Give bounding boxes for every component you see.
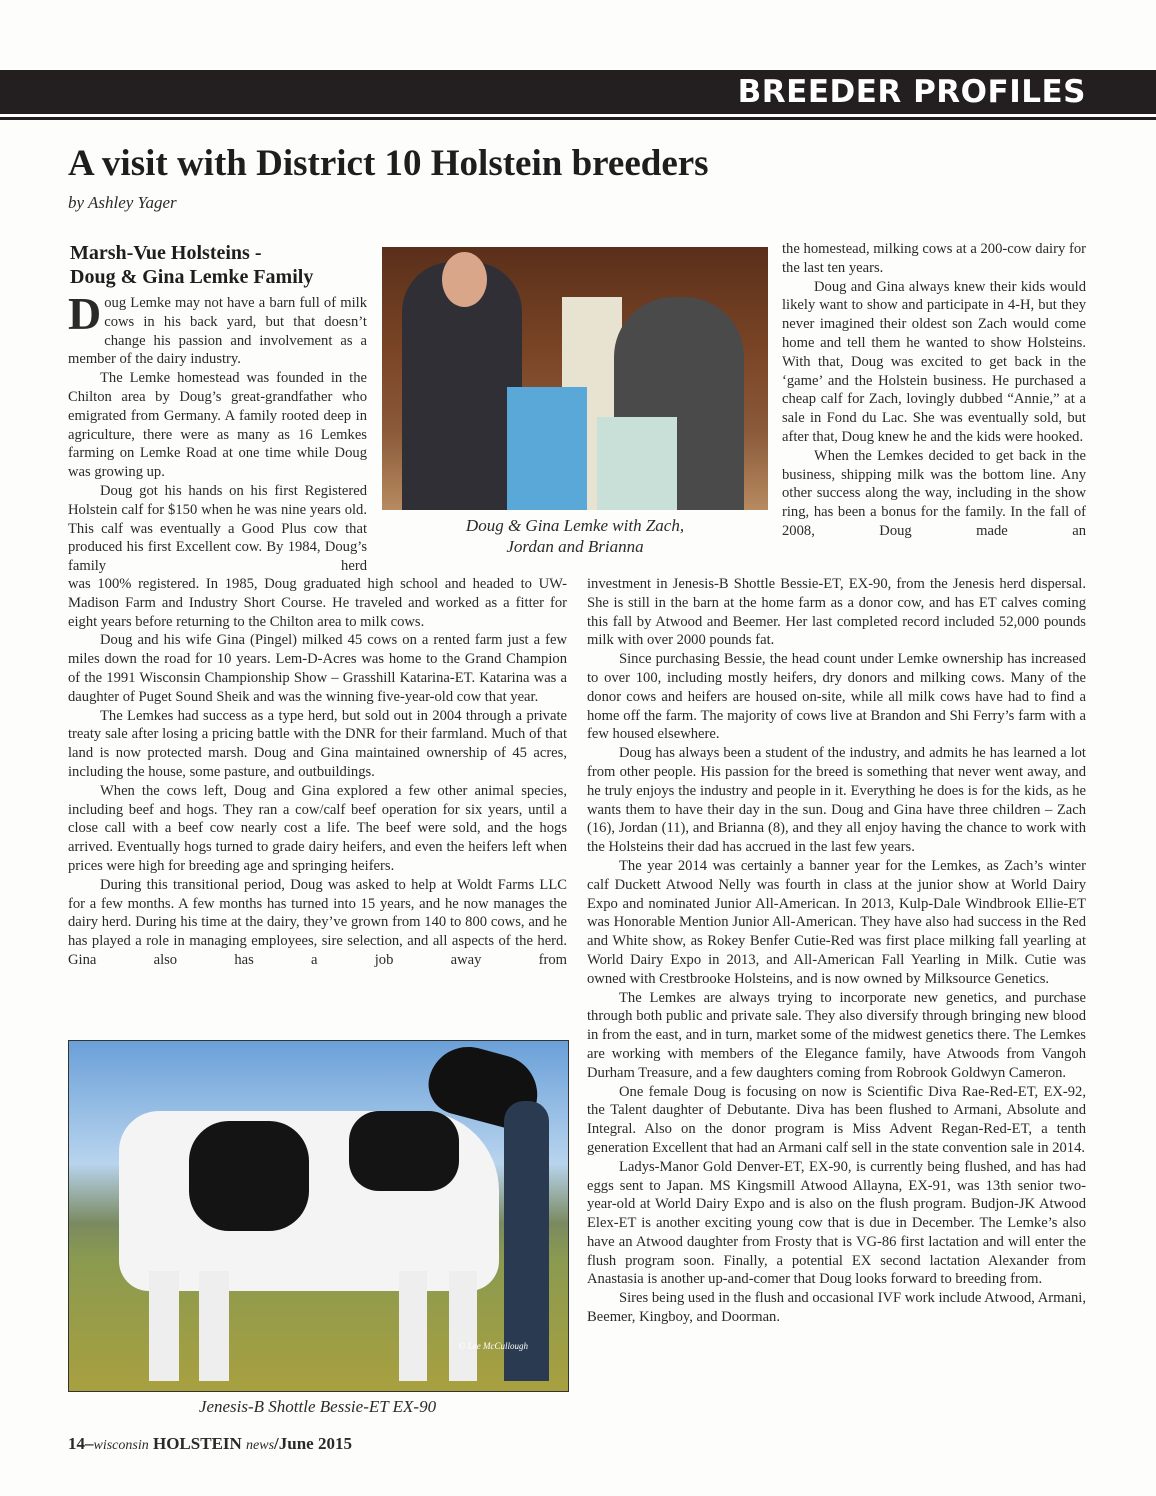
column-narrow-right (782, 240, 1086, 541)
paragraph: Doug and his wife Gina (Pingel) milked 45 cows on a rented farm just a few miles down the road for 10 years. Lem-D-Acres was home to the Grand Champion of the 1991 Wisconsin Championship Show – Grasshill Katarina-ET. Katarina was a daughter of Puget Sound Sheik and was the winning five-year-old cow that year. (68, 632, 567, 705)
paragraph: Doug got his hands on his first Registered Holstein calf for $150 when he was nine years old. This calf was eventually a Good Plus cow that produced his first Excellent cow. By 1984, Doug’s family herd (68, 482, 367, 575)
paragraph: The Lemkes had success as a type herd, but sold out in 2004 through a private treaty sale after losing a pricing battle with the DNR for their farmland. Much of that land is now protected marsh. Doug and Gina maintained ownership of 45 acres, including the house, some pasture, and outbuildings. (68, 707, 567, 780)
subheading-line: Doug & Gina Lemke Family (70, 266, 314, 288)
paragraph: When the Lemkes decided to get back in the business, shipping milk was the bottom line. Any other success along the way, including in the show ring, has been a bonus for the family. In the fall of 2008, Doug made an (782, 447, 1086, 539)
caption-line: Jordan and Brianna (506, 537, 644, 556)
section-title: BREEDER PROFILES (737, 74, 1086, 110)
magazine-name: HOLSTEIN (152, 1434, 242, 1453)
drop-cap: D (68, 288, 102, 339)
page-number: 14– (68, 1434, 94, 1453)
paragraph (68, 288, 367, 369)
paragraph: The Lemke homestead was founded in the Chilton area by Doug’s great-grandfather who emigrated from Germany. A family rooted deep in agriculture, there were as many as 16 Lemkes farming on Lemke Road at one time while Doug was growing up. (68, 370, 367, 481)
paragraph: During this transitional period, Doug was asked to help at Woldt Farms LLC for a few months. A few months has turned into 15 years, and he now manages the dairy herd. During his time at the dairy, they’ve grown from 140 to 800 cows, and he has played a role in managing employees, sire selection, and all aspects of the herd. Gina also has a job away from (68, 876, 567, 968)
section-banner (0, 70, 1156, 117)
paragraph: When the cows left, Doug and Gina explored a few other animal species, including beef and hogs. They ran a cow/calf beef operation for six years, until a close call with a beef cow nearly cost a life. The beef were sold, and the hogs arrived. Eventually hogs turned to grade dairy heifers, and even the heifers left when prices were high for breeding age and springing heifers. (68, 782, 567, 874)
text: oug Lemke may not have a barn full of milk cows in his back yard, but that doesn’t change his passion and involvement as a member of the dairy industry. (68, 295, 367, 368)
article-title: A visit with District 10 Holstein breeders (68, 143, 709, 184)
paragraph: Sires being used in the flush and occasional IVF work include Atwood, Armani, Beemer, Kingboy, and Doorman. (587, 1290, 1086, 1326)
subheading (70, 241, 313, 289)
photo-caption (382, 515, 768, 557)
byline: by Ashley Yager (68, 193, 177, 212)
paragraph: Since purchasing Bessie, the head count under Lemke ownership has increased to over 100, including mostly heifers, dry donors and milking cows. Many of the donor cows and heifers are housed on-site, while all milk cows have had to find a home off the farm. The majority of cows live at Brandon and Shi Ferry’s farm with a few housed elsewhere. (587, 651, 1086, 743)
cow-photo (68, 1040, 569, 1392)
column-left (68, 575, 567, 970)
paragraph: Ladys-Manor Gold Denver-ET, EX-90, is currently being flushed, and has had eggs sent to Japan. MS Kingsmill Atwood Allayna, EX-91, was 13th senior two-year-old at World Dairy Expo and is also on the flush program. Budjon-JK Atwood Elex-ET is another exciting young cow that is due in December. The Lemke’s also have an Atwood daughter from Frosty that is VG-86 first lactation and will enter the flush program soon. Finally, a potential EX second lactation Alexander from Anastasia is another up-and-comer that Doug looks forward to breeding from. (587, 1158, 1086, 1288)
paragraph: Doug has always been a student of the industry, and admits he has learned a lot from other people. His passion for the breed is something that never went away, and he truly enjoys the industry and people in it. Everything he does is for the kids, as he wants them to have their day in the sun. Doug and Gina have three children – Zach (16), Jordan (11), and Brianna (8), and they all enjoy having the chance to work with the Holsteins their dad has accrued in the last few years. (587, 745, 1086, 856)
magazine-name: news (246, 1438, 275, 1453)
paragraph: was 100% registered. In 1985, Doug graduated high school and headed to UW-Madison Farm and Industry Short Course. He traveled and worked as a fitter for eight years before returning to the Chilton area to milk cows. (68, 576, 567, 630)
subheading-line: Marsh-Vue Holsteins - (70, 242, 262, 264)
paragraph: investment in Jenesis-B Shottle Bessie-ET, EX-90, from the Jenesis herd dispersal. She is still in the barn at the home farm as a donor cow, and has ET calves coming this fall by Atwood and Beemer. Her last completed record included 52,000 pounds milk with over 2000 pounds fat. (587, 576, 1086, 649)
paragraph: The year 2014 was certainly a banner year for the Lemkes, as Zach’s winter calf Duckett Atwood Nelly was fourth in class at the junior show at World Dairy Expo and nominated Junior All-American. In 2013, Kulp-Dale Windbrook Ellie-ET was Honorable Mention Junior All-American. They have also had success in the Red and White show, as Rokey Benfer Cutie-Red was first place milking fall yearling at World Dairy Expo in 2013, and All-American Fall Yearling in Milk. Cutie was owned with Crestbrooke Holsteins, and is now owned by Milksource Genetics. (587, 857, 1086, 987)
photo-credit: © Lee McCullough (458, 1341, 528, 1351)
paragraph: the homestead, milking cows at a 200-cow dairy for the last ten years. (782, 241, 1086, 276)
column-right (587, 575, 1086, 1327)
magazine-name: wisconsin (93, 1438, 149, 1453)
paragraph: One female Doug is focusing on now is Scientific Diva Rae-Red-ET, EX-92, the Talent daughter of Debutante. Diva has been flushed to Armani, Absolute and Integral. Also on the donor program is Miss Advent Regan-Red-ET, a tenth generation Excellent that had an Armani calf sell in the state convention sale in 2014. (587, 1083, 1086, 1156)
photo-caption: Jenesis-B Shottle Bessie-ET EX-90 (198, 1397, 437, 1416)
column-narrow-left (68, 288, 367, 576)
page-footer (68, 1434, 352, 1454)
caption-line: Doug & Gina Lemke with Zach, (465, 516, 685, 535)
family-photo (382, 247, 768, 510)
paragraph: Doug and Gina always knew their kids would likely want to show and participate in 4-H, but they never imagined their oldest son Zach would come home and tell them he wanted to show Holsteins. With that, Doug was excited to get back in the ‘game’ and the Holstein business. He purchased a cheap calf for Zach, lovingly dubbed “Annie,” at a sale in Fond du Lac. She was eventually sold, but after that, Doug knew he and the kids were hooked. (782, 278, 1086, 445)
paragraph: The Lemkes are always trying to incorporate new genetics, and purchase through both public and private sale. They also diversify through bringing new blood in from the east, and in turn, market some of the midwest genetics there. The Lemkes are working with members of the Elegance family, have Atwoods from Vangoh Durham Treasure, and a few daughters coming from Robrook Goldwyn Cameron. (587, 989, 1086, 1081)
issue-date: /June 2015 (274, 1434, 352, 1453)
